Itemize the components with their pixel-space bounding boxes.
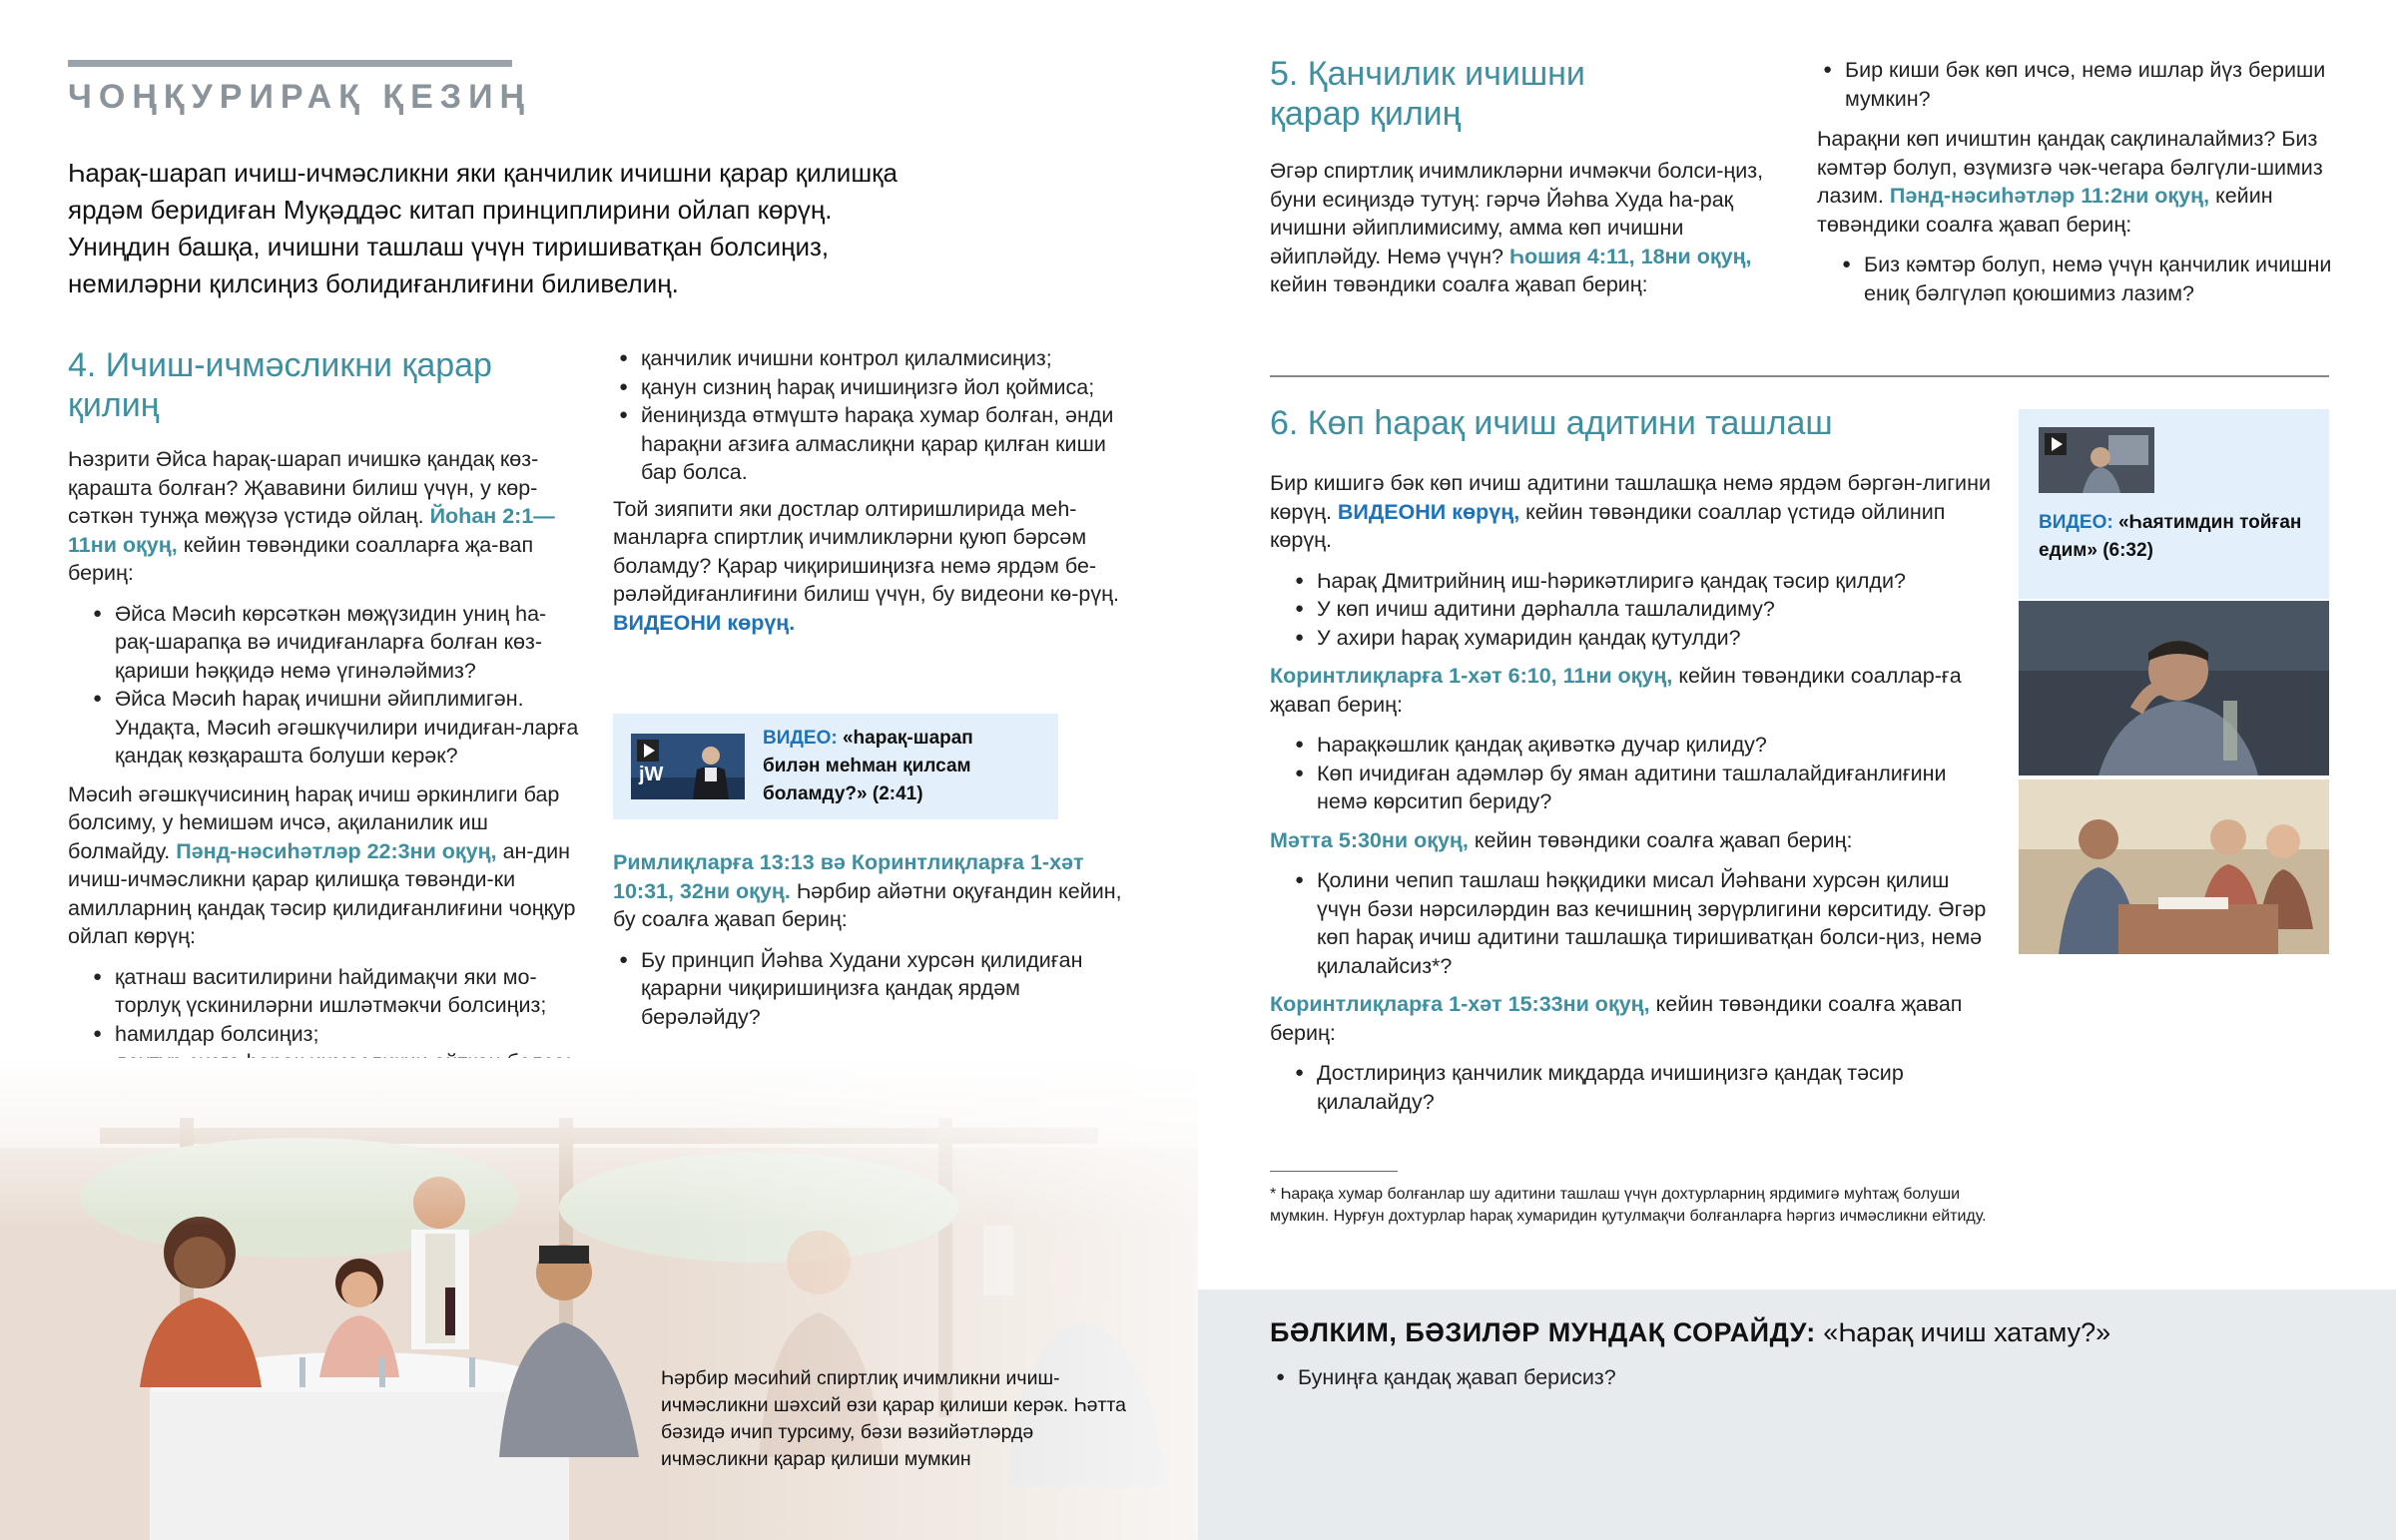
illustration-caption: Һәрбир мәсиһий спиртлиқ ичимликни ичиш-ичмәсликни шәхсий өзи қарар қилиши керәк. Һәтта бәзидә ичип турсиму, бәзи вәзийәтләрдә ичмәсликни қарар қилиши мумкин	[661, 1367, 1126, 1470]
question-band-list	[1270, 1363, 2168, 1392]
intro-line: Униңдин башқа, ичишни ташлаш үчүн тиришиватқан болсиңиз,	[68, 232, 830, 261]
scripture-link[interactable]: Пәнд-нәсиһәтләр 11:2ни оқуң,	[1889, 184, 2210, 208]
section-5-heading	[1270, 54, 1789, 134]
text: кейин төвәндики соалға җавап бериң:	[1817, 184, 2273, 237]
question-list	[1270, 567, 1997, 653]
video-label: ВИДЕО:	[763, 728, 838, 749]
list-item: ● Буниңға қандақ җавап берисиз?	[1270, 1363, 2168, 1392]
paragraph	[1270, 826, 1997, 855]
question-list	[613, 946, 1132, 1032]
list-item: ● Биз кәмтәр болуп, немә үчүн қанчилик ичишни ениқ бәлгүләп қоюшимиз лазим?	[1817, 251, 2336, 307]
video-link[interactable]: ВИДЕОНИ көрүң,	[1337, 499, 1520, 524]
section-6-heading	[1270, 403, 2049, 443]
text: кейин төвәндики соалға җавап бериң:	[1474, 827, 1853, 852]
scripture-link[interactable]: Коринтлиқларға 1-хәт 15:33ни оқуң,	[1270, 992, 1650, 1016]
section-4-column-b	[613, 344, 1132, 637]
text: кейин төвәндики соаллар үстидә ойлинип көрүң.	[1270, 499, 1946, 552]
section-4-heading	[68, 345, 587, 425]
question-list	[1817, 56, 2336, 113]
video-caption	[2039, 509, 2308, 565]
video-thumbnail[interactable]	[2039, 427, 2154, 493]
bible-study-image	[2019, 779, 2329, 954]
footnote-rule	[1270, 1171, 1398, 1172]
video-card[interactable]	[613, 714, 1058, 819]
list-item: ● қанун сизниң һарақ ичишиңизгә йол қоймиса;	[613, 373, 1132, 402]
section-5-column-b	[1817, 56, 2336, 307]
list-item: ● Бир киши бәк көп ичсә, немә ишлар йүз бериши мумкин?	[1817, 56, 2336, 113]
heading-line: қарар қилиң	[1270, 95, 1462, 133]
scripture-link[interactable]: Римлиқларға 13:13 вә Коринтлиқларға 1-хәт 10:31, 32ни оқуң.	[613, 850, 1084, 903]
intro-line: немиләрни қилсиңиз болидиғанлиғини биливелиң.	[68, 268, 679, 298]
text: Бир кишигә бәк көп ичиш адитини ташлашқа немә ярдәм бәргән-лигини көрүң.	[1270, 471, 1991, 524]
text: Һәрбир айәтни оқуғандин кейин, бу соалға җавап бериң:	[613, 878, 1122, 931]
play-icon	[637, 740, 659, 762]
text: Һарақни көп ичиштин қандақ сақлиналаймиз? Биз кәмтәр болуп, өзүмизгә чәк-чегара бәлгүли-шимиз лазим.	[1817, 127, 2323, 208]
section-4-column-b-lower	[613, 848, 1132, 1031]
heading-text: 6. Көп һарақ ичиш адитини ташлаш	[1270, 404, 1833, 442]
text: кейин төвәндики соалға җавап бериң:	[1270, 272, 1648, 296]
intro-line: ярдәм беридиған Муқәддәс китап принциплирини ойлап көрүң.	[68, 195, 833, 225]
man-drinking-image	[2019, 601, 2329, 775]
paragraph	[1270, 469, 1997, 555]
question-list	[1817, 251, 2336, 307]
video-label: ВИДЕО:	[2039, 512, 2113, 533]
question-list	[1270, 1059, 1997, 1116]
text: кейин төвәндики соалларға җа-вап бериң:	[68, 532, 534, 585]
scripture-link[interactable]: Пәнд-нәсиһәтләр 22:3ни оқуң,	[176, 838, 497, 863]
section-6-body	[1270, 469, 1997, 1116]
video-link[interactable]: ВИДЕОНИ көрүң.	[613, 610, 796, 635]
list-item: ● Әйса Мәсиһ көрсәткән мөҗүзидин униң һа-рақ-шарапқа вә ичидиғанларға болған көз-қариши һәққидә немә үгинәләймиз?	[68, 600, 579, 686]
list-item: ● Достлириңиз қанчилик миқдарда ичишиңизгә қандақ тәсир қилалайду?	[1270, 1059, 1997, 1116]
scripture-link[interactable]: Һошия 4:11, 18ни оқуң,	[1508, 244, 1752, 268]
photo-bible-study	[2019, 779, 2329, 954]
list-item: ● Һарақкәшлик қандақ ақивәткә дучар қилиду?	[1270, 731, 1997, 760]
list-item: ● һамилдар болсиңиз;	[68, 1020, 579, 1049]
paragraph	[68, 780, 579, 951]
paragraph	[1270, 990, 1997, 1047]
section-4-column-a	[68, 445, 579, 1077]
factor-list-continued	[613, 344, 1132, 487]
question-quote: «Һарақ ичиш хатаму?»	[1823, 1317, 2111, 1347]
photo-man-drinking	[2019, 601, 2329, 775]
scripture-link[interactable]: Йоһан 2:1—11ни оқуң,	[68, 504, 555, 557]
play-icon	[2045, 433, 2067, 455]
heading-line: 4. Ичиш-ичмәсликни қарар	[68, 346, 492, 384]
scripture-link[interactable]: Коринтлиқларға 1-хәт 6:10, 11ни оқуң,	[1270, 664, 1673, 688]
list-item: ● У көп ичиш адитини дәрһалла ташлалидиму?	[1270, 595, 1997, 624]
text: кейин төвәндики соаллар-ға җавап бериң:	[1270, 664, 1962, 717]
text: Той зияпити яки достлар олтиришлирида меһ-манларға спиртлиқ ичимликләрни қуюп бәрсәм боламду? Қарар чиқиришиңизға немә ярдәм бе-рәләйдиғанлиғини билиш үчүн, бу видеони кө-рүң.	[613, 496, 1119, 606]
list-item: ● Қолини чепип ташлаш һәққидики мисал Йәһвани хурсән қилиш үчүн бәзи нәрсиләрдин ваз кечишниң зөрүрлигини көрситиду. Әгәр көп һарақ ичиш адитини ташлашқа тиришиватқан болси-ңиз, немә қилалайсиз*?	[1270, 866, 1997, 980]
video-card[interactable]	[2019, 409, 2329, 599]
paragraph	[1270, 662, 1997, 719]
video-title: «Һаятимдин тойған едим» (6:32)	[2039, 512, 2302, 561]
section-divider	[1270, 375, 2329, 377]
list-item: ● Һарақ Дмитрийниң иш-һәрикәтлиригә қандақ тәсир қилди?	[1270, 567, 1997, 596]
paragraph	[1817, 125, 2336, 239]
paragraph	[613, 495, 1132, 638]
intro-line: Һарақ-шарап ичиш-ичмәсликни яки қанчилик ичишни қарар қилишқа	[68, 158, 898, 188]
section-kicker: ЧОҢҚУРИРАҚ ҚЕЗИҢ	[68, 78, 532, 116]
text: Һәзрити Әйса һарақ-шарап ичишкә қандақ көз-қараштa болған? Җававини билиш үчүн, у көр-сәткән тунҗа мөҗүзә үстидә ойлаң.	[68, 447, 539, 528]
question-list	[1270, 1363, 2168, 1392]
list-item: ● Бу принцип Йәһва Худани хурсән қилидиған қарарни чиқиришиңизға қандақ ярдәм берәләйду?	[613, 946, 1132, 1032]
text: Әгәр спиртлиқ ичимликләрни ичмәкчи болси-ңиз, буни есиңиздә тутуң: гәрчә Йәһва Худа һа-рақ ичишни әйиплимисиму, амма көп ичишни әйипләйду. Немә үчүн?	[1270, 159, 1764, 268]
video-caption	[763, 725, 1032, 808]
heading-line: қилиң	[68, 386, 160, 424]
jw-logo: jW	[639, 764, 664, 785]
text: кейин төвәндики соалға җавап бериң:	[1270, 992, 1963, 1045]
text: ан-дин ичиш-ичмәсликни қарар қилишқа төвәнди-ки амилларниң қандақ тәсир қилидиғанлиғини чоңқур ойлап көрүң:	[68, 838, 576, 948]
section-5-column-a	[1270, 157, 1781, 299]
intro-paragraph	[68, 155, 996, 302]
footnote: * Һарақа хумар болғанлар шу адитини ташлаш үчүн дохтурларниң ярдимигә муһтаҗ болуши мумкин. Нурғун дохтурлар һарақ хумаридин қутулмақчи болғанларға һәргиз ичмәсликни ейтиду.	[1270, 1186, 1987, 1225]
paragraph	[68, 445, 579, 588]
paragraph	[613, 848, 1132, 934]
question-heading-label: БӘЛКИМ, БӘЗИЛӘР МУНДАҚ СОРАЙДУ:	[1270, 1317, 1816, 1347]
question-list	[1270, 731, 1997, 816]
list-item: ● Көп ичидиған адәмләр бу яман адитини ташлалайдиғанлиғини немә көрситип бериду?	[1270, 760, 1997, 816]
list-item: ● қанчилик ичишни контрол қилалмисиңиз;	[613, 344, 1132, 373]
video-thumbnail[interactable]	[631, 734, 745, 799]
list-item: ● Әйса Мәсиһ һарақ ичишни әйиплимигән. Ундақта, Мәсиһ әгәшкүчилири ичидиған-ларға қандақ көзқарашта болуши керәк?	[68, 685, 579, 770]
scripture-link[interactable]: Мәтта 5:30ни оқуң,	[1270, 827, 1469, 852]
question-list	[1270, 866, 1997, 980]
question-heading	[1270, 1317, 2110, 1348]
video-title: «һарақ-шарап билән меһман қилсам боламду?» (2:41)	[763, 728, 973, 804]
list-item: ● йениңизда өтмүштә һарақа хумар болған, әнди һарақни ағзиға алмаслиқни қарар қилған киши бар болса.	[613, 401, 1132, 487]
heading-line: 5. Қанчилик ичишни	[1270, 55, 1585, 93]
kicker-rule	[68, 60, 512, 67]
list-item: ● У ахири һарақ хумаридин қандақ қутулди?	[1270, 624, 1997, 653]
list-item: ● қатнаш васитилирини һайдимақчи яки мо-торлуқ үскиниләрни ишләтмәкчи болсиңиз;	[68, 963, 579, 1020]
paragraph	[1270, 157, 1781, 299]
text: Мәсиһ әгәшкүчисиниң һарақ ичиш әркинлиги бар болсиму, у һемишәм ичсә, ақиланилик иш болмайду.	[68, 781, 560, 863]
question-list	[68, 600, 579, 770]
